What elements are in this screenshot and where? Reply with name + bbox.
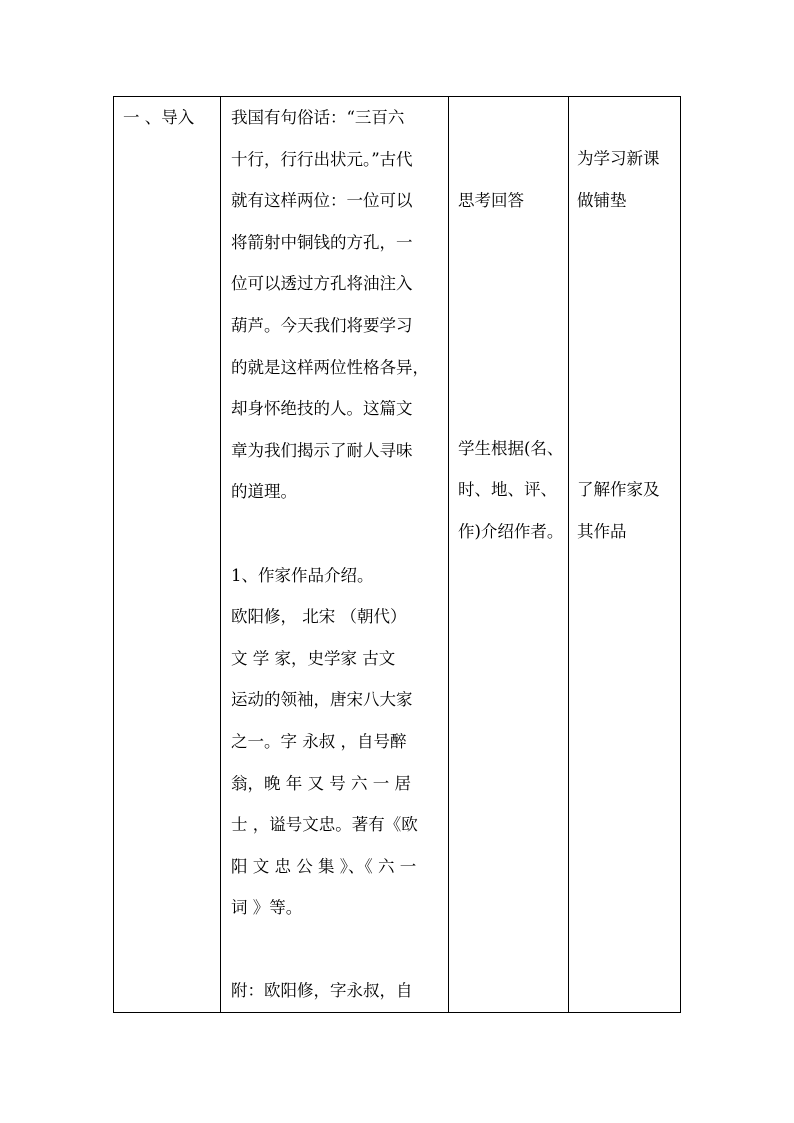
author-line: 1、作家作品介绍。 (231, 565, 374, 585)
blank-line (231, 929, 448, 971)
intro-paragraph (221, 97, 448, 1012)
intro-line: 的道理。 (231, 482, 297, 502)
appendix-line: 附：欧阳修，字永叔，自 (231, 981, 413, 1001)
step-title: 一 、导入 (123, 108, 195, 127)
author-line: 翁，晚 年 又 号 六 一 居 (231, 773, 411, 793)
purpose-line: 了解作家及 (577, 480, 660, 500)
table-row (114, 97, 681, 1013)
purpose-line: 做铺垫 (577, 190, 627, 210)
author-line: 词 》等。 (231, 898, 303, 918)
step-cell (114, 97, 221, 1013)
activity-line: 时、地、评、 (458, 480, 557, 500)
intro-line: 葫芦。今天我们将要学习 (231, 315, 413, 335)
purpose-line: 为学习新课 (577, 149, 660, 168)
lesson-plan-table (113, 96, 681, 1013)
intro-line: 的就是这样两位性格各异， (231, 357, 429, 377)
author-line: 阳 文 忠 公 集 》、《 六 一 (231, 856, 417, 876)
activity-line: 学生根据(名、 (458, 438, 564, 458)
intro-line: 十行，行行出状元。”古代 (231, 149, 413, 169)
purpose-cell (569, 97, 681, 1013)
author-line: 士 ，谥号文忠。著有《欧 (231, 815, 418, 835)
intro-line: 章为我们揭示了耐人寻味 (231, 440, 413, 460)
intro-line: 却身怀绝技的人。这篇文 (231, 399, 413, 419)
intro-line: 就有这样两位：一位可以 (231, 191, 413, 211)
intro-line: 位可以透过方孔将油注入 (231, 274, 413, 294)
content-cell (221, 97, 449, 1013)
intro-line: 将箭射中铜钱的方孔，一 (231, 232, 413, 252)
purpose-line: 其作品 (577, 521, 627, 541)
activity-text: 思考回答 (458, 191, 524, 210)
author-line: 运动的领袖，唐宋八大家 (231, 690, 413, 710)
author-line: 文 学 家，史学家 古文 (231, 648, 396, 668)
activity-line: 作)介绍作者。 (458, 521, 564, 541)
author-line: 之一。字 永叔 ，自号醉 (231, 731, 407, 751)
activity-cell (449, 97, 569, 1013)
blank-line (231, 513, 448, 555)
author-line: 欧阳修， 北宋 （朝代） (231, 607, 407, 627)
intro-line: 我国有句俗话：“三百六 (231, 108, 405, 127)
